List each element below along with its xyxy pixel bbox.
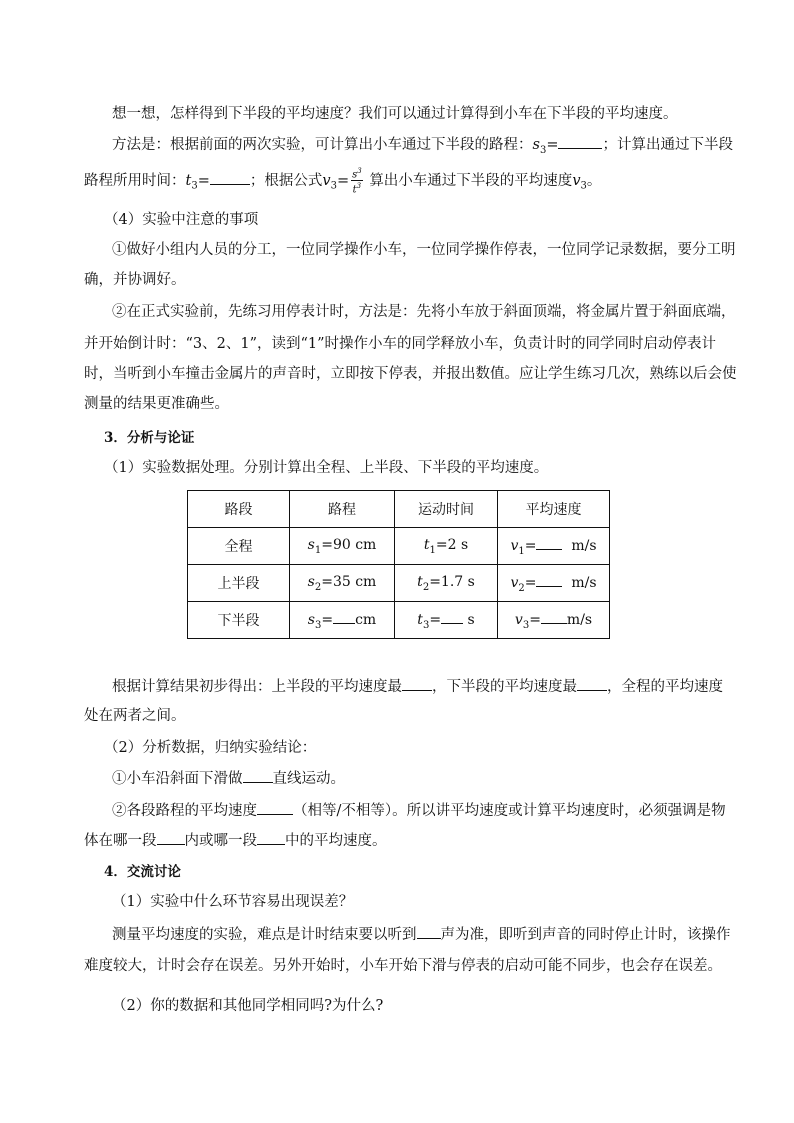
table-header: 平均速度	[498, 491, 610, 528]
var-v3-sub: 3	[330, 180, 337, 192]
var-s3: s	[532, 137, 540, 153]
speed-unit: m/s	[571, 575, 597, 592]
note-1-line-2: 确，并协调好。	[84, 272, 186, 288]
result-line-2: 处在两者之间。	[84, 708, 186, 724]
conclusion-2-text-e: 中的平均速度。	[285, 833, 387, 849]
data-table	[187, 490, 610, 639]
var-v3: v	[322, 172, 331, 189]
table-row	[188, 565, 610, 602]
var-v3b: v	[572, 172, 581, 189]
period: 。	[586, 172, 602, 189]
var-v3b-sub: 3	[580, 180, 587, 192]
note-2-line-1: ②在正式实验前，先练习用停表计时，方法是：先将小车放于斜面顶端，将金属片置于斜面底端，	[112, 304, 736, 320]
section-3-heading: 3．分析与论证	[104, 430, 195, 446]
paragraph-method: 方法是：根据前面的两次实验，可计算出小车通过下半段的路程：$s_3=$ ；计算出通过下半段	[112, 134, 733, 161]
time-value: =2 s	[435, 536, 469, 553]
table-cell-distance: $s_2=35$ cm	[290, 565, 395, 602]
blank-lower-speed[interactable]	[577, 676, 607, 691]
table-row	[188, 528, 610, 565]
blank-s3-table[interactable]	[333, 609, 355, 624]
paragraph-time-formula: 路程所用时间：$t_3=$ ；根据公式$v_3=$ $\frac{s^3}{t^3}$ 算出小车通过下半段的平均速度$v_3$。	[84, 167, 602, 196]
conclusion-1	[112, 768, 345, 789]
var-s3-sub: 3	[539, 144, 547, 156]
heading-notes: （4）实验中注意的事项	[104, 212, 259, 228]
table-cell-distance: $s_1=90$ cm	[290, 528, 395, 565]
result-line-1	[112, 676, 723, 697]
blank-v2[interactable]	[536, 572, 562, 587]
table-cell-speed: $v_1= m/s$	[498, 528, 610, 565]
conclusion-2-line-1	[112, 800, 726, 821]
blank-t3[interactable]	[210, 170, 250, 185]
table-header: 路程	[290, 491, 395, 528]
blank-equal[interactable]	[257, 800, 293, 815]
blank-s3[interactable]	[558, 134, 602, 149]
blank-t3-table[interactable]	[441, 609, 463, 624]
method-text-2: ；计算出通过下半段	[602, 137, 733, 153]
table-header: 路段	[188, 491, 290, 528]
blank-v3-table[interactable]	[541, 609, 567, 624]
answer-1-line-2: 难度较大，计时会存在误差。另外开始时，小车开始下滑与停表的启动可能不同步，也会存在误差。	[84, 958, 722, 974]
fraction-denominator: $t^3$	[352, 182, 362, 196]
speed-unit: m/s	[571, 538, 597, 555]
time-value: =1.7 s	[429, 573, 475, 590]
formula-text: ；根据公式	[249, 172, 323, 189]
formula-text-2: 算出小车通过下半段的平均速度	[369, 172, 573, 189]
var-t3-sub: 3	[191, 180, 198, 192]
distance-value: =35 cm	[321, 573, 377, 590]
table-cell-segment: 全程	[188, 528, 290, 565]
question-2: （2）你的数据和其他同学相同吗?为什么?	[112, 998, 384, 1014]
time-value: s	[467, 612, 475, 629]
table-cell-distance: $s_3=$ cm	[290, 602, 395, 639]
table-cell-speed: $v_3= m/s$	[498, 602, 610, 639]
conclusion-2-text-a: ②各段路程的平均速度	[112, 803, 257, 819]
time-text: 路程所用时间：	[84, 172, 186, 189]
conclusion-2-text-b: （相等/不相等）。所以讲平均速度或计算平均速度时，必须强调是物	[293, 803, 726, 819]
table-cell-speed: $v_2= m/s$	[498, 565, 610, 602]
table-cell-segment: 上半段	[188, 565, 290, 602]
note-2-line-4: 测量的结果更准确些。	[84, 396, 229, 412]
answer-1-text-b: 声为准，即听到声音的同时停止计时，该操作	[440, 927, 731, 943]
analyze-heading: （2）分析数据，归纳实验结论：	[104, 740, 317, 756]
blank-segment[interactable]	[157, 830, 185, 845]
table-row	[188, 602, 610, 639]
note-2-line-3: 时，当听到小车撞击金属片的声音时，立即按下停表，并报出数值。应让学生练习几次，熟练以后会使	[84, 366, 737, 382]
table-cell-time: $t_3= s$	[395, 602, 498, 639]
result-text-c: ，全程的平均速度	[607, 679, 723, 695]
result-text-a: 根据计算结果初步得出：上半段的平均速度最	[112, 679, 402, 695]
blank-v1[interactable]	[536, 535, 562, 550]
method-text: 方法是：根据前面的两次实验，可计算出小车通过下半段的路程：	[112, 137, 533, 153]
conclusion-1-text-b: 直线运动。	[272, 771, 345, 787]
table-cell-time: $t_1=2$ s	[395, 528, 498, 565]
var-t3: t	[185, 172, 192, 189]
question-1: （1）实验中什么环节容易出现误差？	[112, 894, 354, 910]
blank-motion-type[interactable]	[243, 768, 273, 783]
blank-time-segment[interactable]	[257, 830, 285, 845]
blank-upper-speed[interactable]	[402, 676, 432, 691]
fraction-numerator: $s^3$	[352, 167, 362, 181]
table-header: 运动时间	[395, 491, 498, 528]
table-cell-time: $t_2=1.7$ s	[395, 565, 498, 602]
note-2-line-2: 并开始倒计时：“3、2、1”，读到“1”时操作小车的同学释放小车，负责计时的同学同时启动停表计	[84, 336, 717, 352]
conclusion-2-text-c: 体在哪一段	[84, 833, 157, 849]
data-processing-text: （1）实验数据处理。分别计算出全程、上半段、下半段的平均速度。	[104, 460, 549, 476]
conclusion-2-line-2	[84, 830, 387, 851]
conclusion-1-text-a: ①小车沿斜面下滑做	[112, 771, 243, 787]
table-cell-segment: 下半段	[188, 602, 290, 639]
formula-fraction	[351, 166, 363, 196]
result-text-b: ，下半段的平均速度最	[432, 679, 577, 695]
answer-1-text-a: 测量平均速度的实验，难点是计时结束要以听到	[112, 927, 417, 943]
speed-unit: m/s	[566, 612, 593, 629]
blank-sound[interactable]	[417, 924, 441, 939]
distance-value: =90 cm	[321, 536, 377, 553]
conclusion-2-text-d: 内或哪一段	[184, 833, 257, 849]
paragraph-think: 想一想，怎样得到下半段的平均速度？我们可以通过计算得到小车在下半段的平均速度。	[112, 106, 678, 122]
note-1-line-1: ①做好小组内人员的分工，一位同学操作小车，一位同学操作停表，一位同学记录数据，要分工明	[112, 242, 736, 258]
section-4-heading: 4．交流讨论	[104, 864, 181, 880]
table-header-row	[188, 491, 610, 528]
distance-value: cm	[355, 612, 377, 629]
answer-1-line-1	[112, 924, 731, 945]
